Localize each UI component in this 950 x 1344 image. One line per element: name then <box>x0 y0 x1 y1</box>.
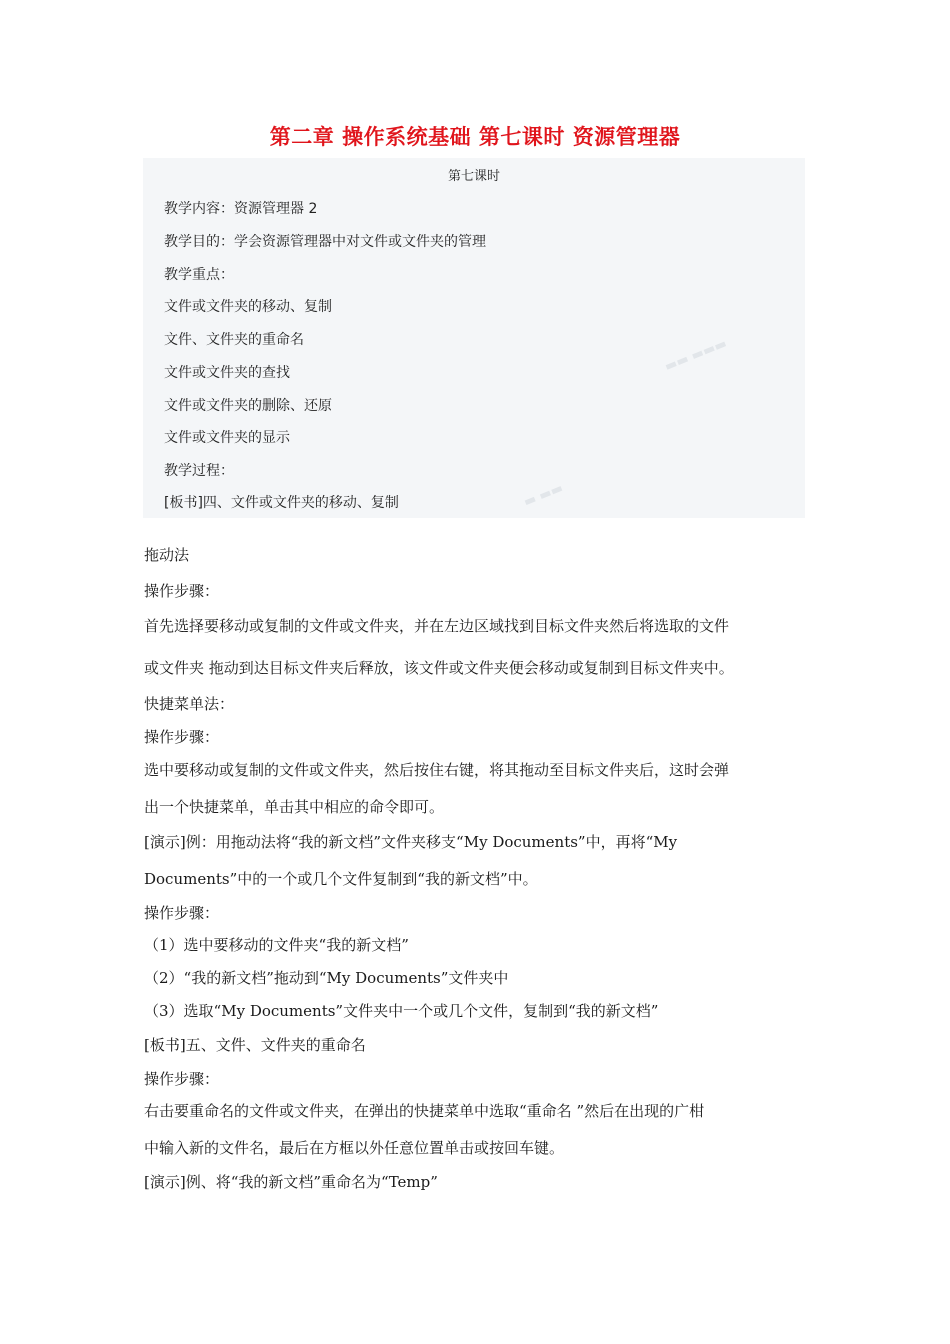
panel-subtitle: 第七课时 <box>447 169 500 184</box>
body-line: [演示]例、将“我的新文档”重命名为“Temp” <box>144 1173 438 1191</box>
watermark-decoration: ▬▬ ▬▬▬ <box>662 336 729 375</box>
body-line: （2）“我的新文档”拖动到“My Documents”文件夹中 <box>144 969 509 987</box>
body-line: 操作步骤： <box>144 728 220 746</box>
body-line: Documents”中的一个或几个文件复制到“我的新文档”中。 <box>144 870 538 888</box>
watermark-decoration: ▬ ▬▬ <box>521 480 566 511</box>
body-line: 右击要重命名的文件或文件夹，在弹出的快捷菜单中选取“重命名 ”然后在出现的广柑 <box>144 1102 705 1120</box>
page-title: 第二章 操作系统基础 第七课时 资源管理器 <box>269 125 681 149</box>
lesson-info-panel <box>143 158 805 518</box>
body-line: 操作步骤： <box>144 1070 220 1088</box>
panel-line: 文件或文件夹的删除、还原 <box>164 398 332 414</box>
body-line: （1）选中要移动的文件夹“我的新文档” <box>144 936 409 954</box>
body-line: （3）选取“My Documents”文件夹中一个或几个文件，复制到“我的新文档” <box>144 1002 659 1020</box>
body-line: 中输入新的文件名，最后在方框以外任意位置单击或按回车键。 <box>144 1139 565 1157</box>
body-line: 出一个快捷菜单，单击其中相应的命令即可。 <box>144 798 445 816</box>
body-line: [演示]例：用拖动法将“我的新文档”文件夹移支“My Documents”中，再将“My <box>144 833 678 851</box>
panel-line: 教学内容：资源管理器 2 <box>164 201 318 217</box>
panel-line: 文件或文件夹的移动、复制 <box>164 299 332 315</box>
body-line: 首先选择要移动或复制的文件或文件夹，并在左边区域找到目标文件夹然后将选取的文件 <box>144 617 730 635</box>
body-line: 拖动法 <box>144 546 190 564</box>
panel-line: 教学过程： <box>164 463 234 479</box>
panel-line: 文件、文件夹的重命名 <box>164 332 304 348</box>
panel-line: [板书]四、文件或文件夹的移动、复制 <box>164 495 399 511</box>
body-line: 选中要移动或复制的文件或文件夹，然后按住右键，将其拖动至目标文件夹后，这时会弹 <box>144 761 730 779</box>
body-line: 快捷菜单法： <box>144 695 235 713</box>
panel-line: 教学重点： <box>164 267 234 283</box>
body-line: 或文件夹 拖动到达目标文件夹后释放，该文件或文件夹便会移动或复制到目标文件夹中。 <box>144 659 734 677</box>
panel-line: 文件或文件夹的查找 <box>164 365 290 381</box>
panel-line: 文件或文件夹的显示 <box>164 430 290 446</box>
panel-line: 教学目的：学会资源管理器中对文件或文件夹的管理 <box>164 234 486 250</box>
body-line: 操作步骤： <box>144 582 220 600</box>
body-line: [板书]五、文件、文件夹的重命名 <box>144 1036 366 1054</box>
body-line: 操作步骤： <box>144 904 220 922</box>
